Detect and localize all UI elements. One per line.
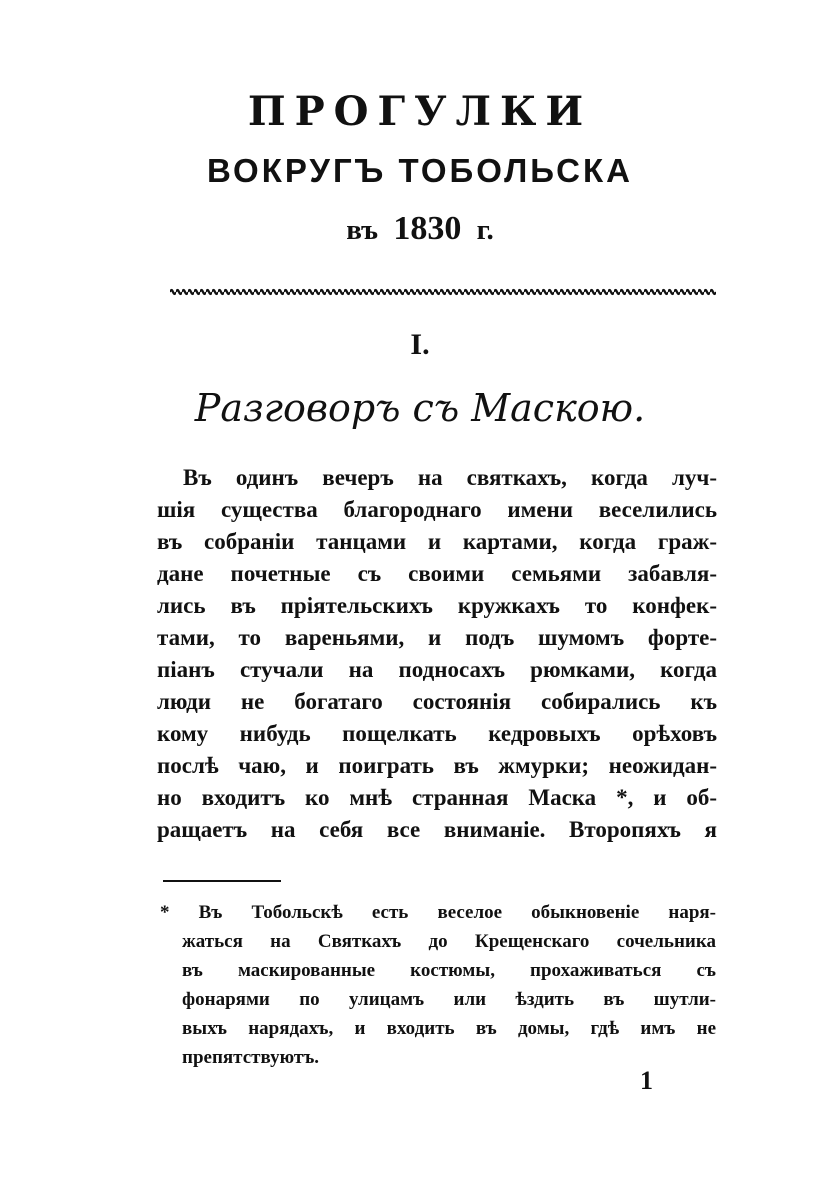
footnote-line: * Въ Тобольскѣ есть веселое обыкновеніе наря-	[160, 902, 716, 923]
title-suffix: г.	[476, 214, 494, 246]
body-line: кому нибудь пощелкать кедровыхъ орѣховъ	[157, 721, 717, 746]
body-text	[157, 462, 717, 846]
body-line: Въ одинъ вечеръ на святкахъ, когда луч-	[183, 465, 717, 490]
body-line: дане почетные съ своими семьями забавля-	[157, 561, 717, 586]
title-line-3	[0, 210, 840, 248]
title-line-2: ВОКРУГЪ ТОБОЛЬСКА	[207, 152, 633, 189]
body-line: люди не богатаго состоянія собирались къ	[157, 689, 717, 714]
section-number: I.	[410, 328, 430, 361]
footnote-line: фонарями по улицамъ или ѣздить въ шутли-	[182, 989, 716, 1010]
section-title: Разговоръ съ Маскою.	[194, 386, 646, 430]
body-line: шія существа благороднаго имени веселились	[157, 497, 717, 522]
footnote-divider	[163, 880, 281, 882]
body-line: въ собраніи танцами и картами, когда граж-	[157, 529, 717, 554]
footnote-line: препятствуютъ.	[182, 1047, 320, 1068]
footnote	[160, 898, 716, 1072]
footnote-line: жаться на Святкахъ до Крещенскаго сочельника	[182, 931, 716, 952]
body-line: лись въ пріятельскихъ кружкахъ то конфек-	[157, 593, 717, 618]
body-line: піанъ стучали на подносахъ рюмками, когда	[157, 657, 717, 682]
footnote-line: въ маскированные костюмы, прохаживаться съ	[182, 960, 716, 981]
footnote-line: выхъ нарядахъ, и входить въ домы, гдѣ имъ не	[182, 1018, 716, 1039]
body-line: тами, то вареньями, и подъ шумомъ форте-	[157, 625, 717, 650]
page-number: 1	[640, 1066, 653, 1095]
body-line: ращаетъ на себя все вниманіе. Второпяхъ я	[157, 817, 717, 842]
body-line: но входитъ ко мнѣ странная Маска *, и об-	[157, 785, 717, 810]
decorative-wavy-rule	[170, 286, 716, 296]
title-year: 1830	[393, 210, 462, 247]
body-line: послѣ чаю, и поиграть въ жмурки; неожидан-	[157, 753, 717, 778]
title-prefix: въ	[346, 214, 379, 246]
title-line-1: ПРОГУЛКИ	[247, 88, 593, 135]
